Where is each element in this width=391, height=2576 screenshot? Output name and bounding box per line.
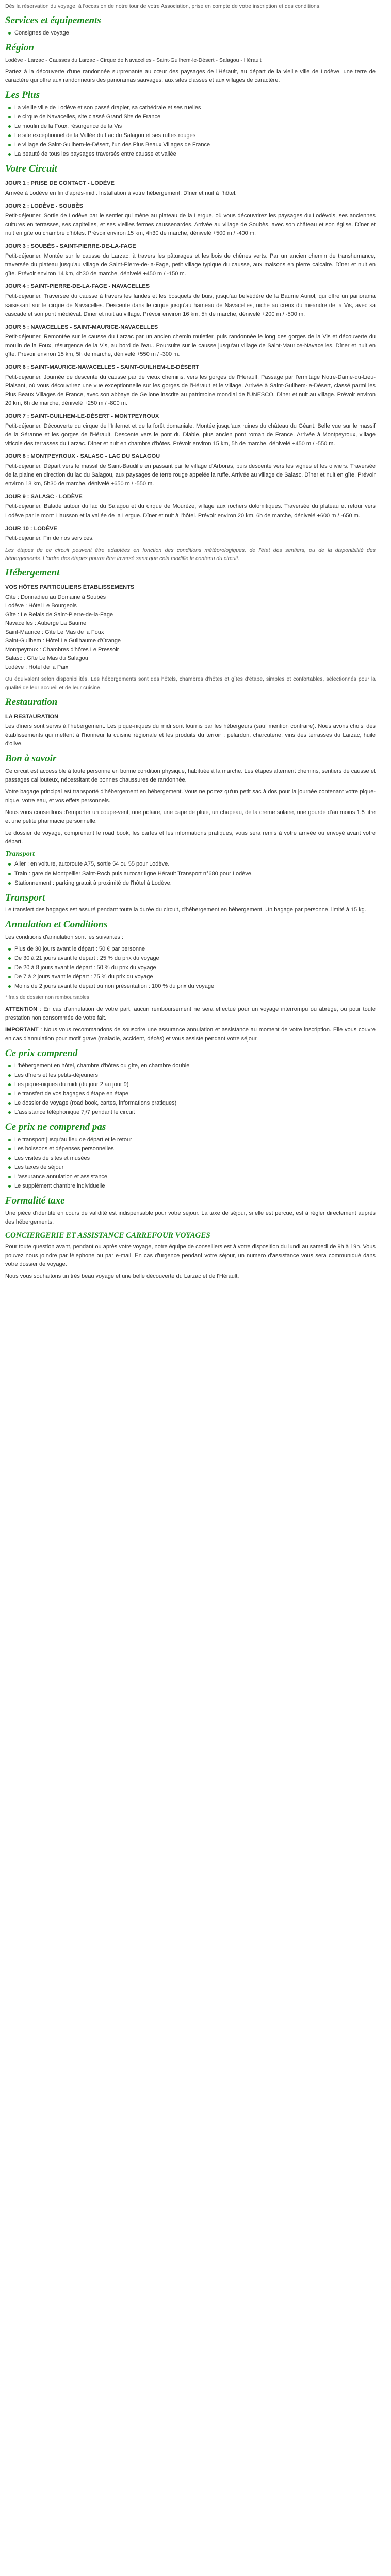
day-block bbox=[5, 493, 376, 520]
plus-list bbox=[5, 104, 376, 159]
comprend-list bbox=[5, 1062, 376, 1117]
list-item: Stationnement : parking gratuit à proximité de l'hôtel à Lodève. bbox=[14, 879, 376, 888]
bonasavoir-paragraph: Ce circuit est accessible à toute personne en bonne condition physique, habituée à la marche. Les étapes alternent chemins, sentiers de causse et passages caillouteux, nécessitant de bonnes chaussures de randonnée. bbox=[5, 768, 376, 783]
hotel-list bbox=[5, 593, 376, 672]
day-heading: JOUR 3 : SOUBÈS - SAINT-PIERRE-DE-LA-FAGE bbox=[5, 243, 136, 250]
list-item: Le supplément chambre individuelle bbox=[14, 1182, 376, 1191]
day-heading: JOUR 9 : SALASC - LODÈVE bbox=[5, 494, 83, 500]
list-item: Les boissons et dépenses personnelles bbox=[14, 1145, 376, 1154]
circuit-title: Votre Circuit bbox=[5, 163, 57, 175]
circuit-note: Les étapes de ce circuit peuvent être adaptées en fonction des conditions météorologiques, de l'état des sentiers, ou de la disponibilité des hébergements. L'ordre des étapes pourra être inversé sans que cela modifie le contenu du circuit. bbox=[5, 547, 376, 562]
list-item: Les pique-niques du midi (du jour 2 au jour 9) bbox=[14, 1080, 376, 1089]
list-item: Le site exceptionnel de la Vallée du Lac du Salagou et ses ruffes rouges bbox=[14, 131, 376, 140]
noncomprend-list bbox=[5, 1136, 376, 1191]
services-list bbox=[5, 29, 376, 38]
day-text: Petit-déjeuner. Balade autour du lac du Salagou et du cirque de Mourèze, village aux rochers dolomitiques. Traversée du plateau et retour vers Lodève par le mont Liausson et la vallée de la Lergue. Dîner et nuit à l'hôtel. Prévoir environ 20 km, 6h de marche, dénivelé +600 m / -650 m. bbox=[5, 503, 376, 519]
restauration-title: Restauration bbox=[5, 696, 58, 707]
list-item: Les visites de sites et musées bbox=[14, 1154, 376, 1163]
day-heading: JOUR 10 : LODÈVE bbox=[5, 525, 57, 532]
transport-title: Transport bbox=[5, 892, 45, 903]
bonasavoir-paragraph: Votre bagage principal est transporté d'hébergement en hébergement. Vous ne portez qu'un petit sac à dos pour la journée contenant votre pique-nique, votre eau, et vos effets personnels. bbox=[5, 788, 376, 804]
day-block bbox=[5, 179, 376, 198]
day-block bbox=[5, 452, 376, 488]
region-text: Partez à la découverte d'une randonnée surprenante au cœur des paysages de l'Hérault, au départ de la vieille ville de Lodève, une terre de caractère qui offre aux randonneurs des panoramas sauvages, aux sites classés et aux villages de caractère. bbox=[5, 69, 376, 84]
day-text: Petit-déjeuner. Découverte du cirque de l'Infernet et de la forêt domaniale. Montée jusqu'aux ruines du château du Géant. Belle vue sur le massif de la Séranne et les gorges de l'Hérault. Descente vers le pont du Diable, plus ancien pont roman de France. Arrivée à Montpeyroux, village viticole des terrasses du Larzac. Dîner et nuit en chambre d'hôtes. Prévoir environ 15 km, 5h de marche, dénivelé +450 m / -550 m. bbox=[5, 423, 376, 447]
formalites-title: Formalité taxe bbox=[5, 1195, 65, 1207]
day-heading: JOUR 8 : MONTPEYROUX - SALASC - LAC DU SALAGOU bbox=[5, 453, 160, 460]
list-item: Aller : en voiture, autoroute A75, sortie 54 ou 55 pour Lodève. bbox=[14, 860, 376, 869]
transport-text: Le transfert des bagages est assuré pendant toute la durée du circuit, d'hébergement en hébergement. Un bagage par personne, limité à 15 kg. bbox=[5, 907, 366, 913]
list-item: Les dîners et les petits-déjeuners bbox=[14, 1071, 376, 1080]
day-text: Petit-déjeuner. Sortie de Lodève par le sentier qui mène au plateau de la Lergue, où vous découvrirez les paysages du Lodévois, ses anciennes cultures en terrasses, ses capitelles, et ses vieilles fermes caussenardes. Arrivée au village de Soubès, avec son château et son église. Dîner et nuit en gîte ou chambre d'hôtes. Prévoir environ 15 km, 4h30 de marche, dénivelé +500 m / -400 m. bbox=[5, 213, 376, 237]
hebergement-note: Ou équivalent selon disponibilités. Les hébergements sont des hôtels, chambres d'hôtes et gîtes d'étape, simples et confortables, sélectionnés pour la qualité de leur accueil et de leur cuisine. bbox=[5, 676, 376, 691]
list-item: Consignes de voyage bbox=[14, 29, 376, 38]
day-text: Petit-déjeuner. Traversée du causse à travers les landes et les bosquets de buis, jusqu'au belvédère de la Baume Auriol, qui offre un panorama saisissant sur le cirque de Navacelles. Descente dans le cirque jusqu'au hameau de Navacelles, niché au creux du méandre de la Vis, avec sa cascade et son pont médiéval. Dîner et nuit au village. Prévoir environ 16 km, 5h de marche, dénivelé +200 m / -500 m. bbox=[5, 293, 376, 317]
day-block bbox=[5, 363, 376, 408]
hotel-item: Saint-Guilhem : Hôtel Le Guilhaume d'Orange bbox=[5, 638, 121, 645]
assurance-text: Nous vous recommandons de souscrire une assurance annulation et assistance au moment de votre inscription. Elle vous couvre en cas d'annulation pour motif grave (maladie, accident, décès) et vous assiste pendant votre séjour. bbox=[5, 1027, 376, 1042]
list-item: De 20 à 8 jours avant le départ : 50 % du prix du voyage bbox=[14, 963, 376, 972]
annulation-warn-title: ATTENTION bbox=[5, 1006, 38, 1012]
restauration-heading: LA RESTAURATION bbox=[5, 713, 59, 720]
day-heading: JOUR 7 : SAINT-GUILHEM-LE-DÉSERT - MONTPEYROUX bbox=[5, 413, 159, 420]
list-item: La beauté de tous les paysages traversés entre causse et vallée bbox=[14, 150, 376, 159]
list-item: Train : gare de Montpellier Saint-Roch puis autocar ligne Hérault Transport n°680 pour Lodève. bbox=[14, 870, 376, 878]
bonasavoir-transport-list bbox=[5, 860, 376, 887]
hebergement-heading: VOS HÔTES PARTICULIERS ÉTABLISSEMENTS bbox=[5, 584, 135, 590]
day-heading: JOUR 6 : SAINT-MAURICE-NAVACELLES - SAINT-GUILHEM-LE-DÉSERT bbox=[5, 364, 200, 370]
conseiller-text-2: Nous vous souhaitons un très beau voyage et une belle découverte du Larzac et de l'Hérault. bbox=[5, 1273, 239, 1279]
day-text: Petit-déjeuner. Montée sur le causse du Larzac, à travers les pâturages et les bois de chênes verts. Par un ancien chemin de transhumance, traversée du plateau jusqu'au village de Saint-Pierre-de-la-Fage, petit village typique du causse, aux maisons en pierre calcaire. Dîner et nuit en gîte. Prévoir environ 14 km, 4h30 de marche, dénivelé +450 m / -150 m. bbox=[5, 253, 376, 277]
region-title: Région bbox=[5, 42, 34, 54]
bonasavoir-paragraph: Nous vous conseillons d'emporter un coupe-vent, une polaire, une cape de pluie, un chapeau, de la crème solaire, une gourde d'au moins 1,5 litre et une petite pharmacie personnelle. bbox=[5, 809, 376, 824]
day-heading: JOUR 1 : PRISE DE CONTACT - LODÈVE bbox=[5, 180, 115, 187]
bonasavoir-transport-title: Transport bbox=[5, 850, 35, 858]
hebergement-title: Hébergement bbox=[5, 567, 60, 579]
annulation-note: * frais de dossier non remboursables bbox=[5, 995, 89, 1001]
annulation-warn-text: En cas d'annulation de votre part, aucun remboursement ne sera effectué pour un voyage interrompu ou abrégé, ou pour toute prestation non consommée de votre fait. bbox=[5, 1006, 376, 1021]
hotel-item: Lodève : Hôtel Le Bourgeois bbox=[5, 603, 77, 609]
day-text: Arrivée à Lodève en fin d'après-midi. Installation à votre hébergement. Dîner et nuit à l'hôtel. bbox=[5, 190, 237, 196]
list-item: L'hébergement en hôtel, chambre d'hôtes ou gîte, en chambre double bbox=[14, 1062, 376, 1071]
annulation-text: Les conditions d'annulation sont les suivantes : bbox=[5, 934, 123, 941]
list-item: L'assistance téléphonique 7j/7 pendant le circuit bbox=[14, 1108, 376, 1117]
conseiller-text: Pour toute question avant, pendant ou après votre voyage, notre équipe de conseillers est à votre disposition du lundi au samedi de 9h à 19h. Vous pouvez nous joindre par téléphone ou par e-mail. En cas d'urgence pendant votre séjour, un numéro d'assistance vous sera communiqué dans votre dossier de voyage. bbox=[5, 1243, 376, 1267]
day-block bbox=[5, 323, 376, 359]
services-title: Services et équipements bbox=[5, 15, 101, 26]
list-item: Le transfert de vos bagages d'étape en étape bbox=[14, 1090, 376, 1098]
hotel-item: Salasc : Gîte Le Mas du Salagou bbox=[5, 655, 88, 662]
annulation-list bbox=[5, 945, 376, 991]
day-block bbox=[5, 412, 376, 448]
circuit-days bbox=[5, 179, 376, 543]
hotel-item: Montpeyroux : Chambres d'hôtes Le Pressoir bbox=[5, 647, 119, 653]
formalites-text: Une pièce d'identité en cours de validité est indispensable pour votre séjour. La taxe de séjour, si elle est perçue, est à régler directement auprès des hébergements. bbox=[5, 1210, 376, 1225]
day-heading: JOUR 2 : LODÈVE - SOUBÈS bbox=[5, 203, 83, 210]
day-text: Petit-déjeuner. Remontée sur le causse du Larzac par un ancien chemin muletier, puis randonnée le long des gorges de la Vis et découverte du moulin de la Foux, résurgence de la Vis, au bord de l'eau. Poursuite sur le causse jusqu'au village de Saint-Maurice-Navacelles. Dîner et nuit en gîte. Prévoir environ 15 km, 5h de marche, dénivelé +550 m / -300 m. bbox=[5, 333, 376, 358]
intro-text: Dès la réservation du voyage, à l'occasion de notre tour de votre Association, prise en compte de votre inscription et des conditions. bbox=[5, 3, 321, 9]
plus-title: Les Plus bbox=[5, 90, 40, 101]
restauration-text: Les dîners sont servis à l'hébergement. Les pique-niques du midi sont fournis par les hébergeurs (sauf mention contraire). Nous avons choisi des établissements qui mettent à l'honneur la cuisine régionale et les produits du terroir : pélardon, charcuterie, vins des terrasses du Larzac, huile d'olive. bbox=[5, 723, 376, 747]
hotel-item: Gîte : Le Relais de Saint-Pierre-de-la-Fage bbox=[5, 612, 113, 618]
comprend-title: Ce prix comprend bbox=[5, 1048, 78, 1059]
day-block bbox=[5, 242, 376, 278]
bonasavoir-paragraph: Le dossier de voyage, comprenant le road book, les cartes et les informations pratiques, vous sera remis à votre arrivée ou envoyé avant votre départ. bbox=[5, 829, 376, 845]
list-item: Les taxes de séjour bbox=[14, 1163, 376, 1172]
list-item: De 30 à 21 jours avant le départ : 25 % du prix du voyage bbox=[14, 954, 376, 963]
day-text: Petit-déjeuner. Fin de nos services. bbox=[5, 535, 94, 541]
bonasavoir-title: Bon à savoir bbox=[5, 753, 57, 764]
region-line: Lodève - Larzac - Causses du Larzac - Cirque de Navacelles - Saint-Guilhem-le-Désert - Salagou - Hérault bbox=[5, 57, 262, 63]
day-block bbox=[5, 202, 376, 238]
list-item: Moins de 2 jours avant le départ ou non présentation : 100 % du prix du voyage bbox=[14, 982, 376, 991]
day-heading: JOUR 4 : SAINT-PIERRE-DE-LA-FAGE - NAVACELLES bbox=[5, 283, 150, 290]
hotel-item: Saint-Maurice : Gîte Le Mas de la Foux bbox=[5, 629, 104, 636]
day-text: Petit-déjeuner. Départ vers le massif de Saint-Baudille en passant par le village d'Arboras, puis descente vers les vignes et les oliviers. Traversée de la plaine en direction du lac du Salagou, aux paysages de terre rouge appelée la ruffe. Arrivée au village de Salasc. Dîner et nuit en gîte. Prévoir environ 18 km, 5h30 de marche, dénivelé +650 m / -550 m. bbox=[5, 463, 376, 487]
annulation-title: Annulation et Conditions bbox=[5, 919, 108, 930]
list-item: La vieille ville de Lodève et son passé drapier, sa cathédrale et ses ruelles bbox=[14, 104, 376, 112]
assurance-title: IMPORTANT bbox=[5, 1027, 39, 1033]
list-item: Plus de 30 jours avant le départ : 50 € par personne bbox=[14, 945, 376, 954]
page-root: Dès la réservation du voyage, à l'occasion de notre tour de votre Association, prise en compte de votre inscription et des conditions. Services et équipements Consignes de voyage Région Lodève - Larzac - Causses du Larzac - Cirque de Navacelles - Saint-Guilhem-le-Désert - Salagou - Hérault Partez à la découverte d'une randonnée surprenante au cœur des paysages de l'Hérault, au départ de la vieille ville de Lodève, une terre de caractère qui offre aux randonneurs des panoramas sauvages, aux sites classés et aux villages de caractère. Les Plus La vieille ville de Lodève et son passé drapier, sa cathédrale et ses ruelles Le cirque de Navacelles, site classé Grand Site de France Le moulin de la Foux, résurgence de la Vis Le site exceptionnel de la Vallée du Lac du Salagou et ses ruffes rouges Le village de Saint-Guilhem-le-Désert, l'un des Plus Beaux Villages de France La beauté de tous les paysages traversés entre causse et vallée Votre Circuit JOUR 1 : PRISE DE CONTACT - LODÈVE Arrivée à Lodève en fin d'après-midi. Installation à votre hébergement. Dîner et nuit à l'hôtel. JOUR 2 : LODÈVE - SOUBÈS Petit-déjeuner. Sortie de Lodève par le sentier qui mène au plateau de la Lergue, où vous découvrirez les paysages du Lodévois, ses anciennes cultures en terrasses, ses capitelles, et ses vieilles fermes caussenardes. Arrivée au village de Soubès, avec son château et son église. Dîner et nuit en gîte ou chambre d'hôtes. Prévoir environ 15 km, 4h30 de marche, dénivelé +500 m / -400 m. JOUR 3 : SOUBÈS - SAINT-PIERRE-DE-LA-FAGE Petit-déjeuner. Montée sur le causse du Larzac, à travers les pâturages et les bois de chênes verts. Par un ancien chemin de transhumance, traversée du plateau jusqu'au village de Saint-Pierre-de-la-Fage, petit village typique du causse, aux maisons en pierre calcaire. Dîner et nuit en gîte. Prévoir environ 14 km, 4h30 de marche, dénivelé +450 m / -150 m. JOUR 4 : SAINT-PIERRE-DE-LA-FAGE - NAVACELLES Petit-déjeuner. Traversée du causse à travers les landes et les bosquets de buis, jusqu'au belvédère de la Baume Auriol, qui offre un panorama saisissant sur le cirque de Navacelles. Descente dans le cirque jusqu'au hameau de Navacelles, niché au creux du méandre de la Vis, avec sa cascade et son pont médiéval. Dîner et nuit au village. Prévoir environ 16 km, 5h de marche, dénivelé +200 m / -500 m. JOUR 5 : NAVACELLES - SAINT-MAURICE-NAVACELLES Petit-déjeuner. Remontée sur le causse du Larzac par un ancien chemin muletier, puis randonnée le long des gorges de la Vis et découverte du moulin de la Foux, résurgence de la Vis, au bord de l'eau. Poursuite sur le causse jusqu'au village de Saint-Maurice-Navacelles. Dîner et nuit en gîte. Prévoir environ 15 km, 5h de marche, dénivelé +550 m / -300 m. JOUR 6 : SAINT-MAURICE-NAVACELLES - SAINT-GUILHEM-LE-DÉSERT Petit-déjeuner. Journée de descente du causse par de vieux chemins, vers les gorges de l'Hérault. Passage par l'ermitage Notre-Dame-du-Lieu-Plaisant, où vous découvrirez une vue exceptionnelle sur les gorges de l'Hérault et le village. Arrivée à Saint-Guilhem-le-Désert, classé parmi les Plus Beaux Villages de France, avec son abbaye de Gellone inscrite au patrimoine mondial de l'UNESCO. Dîner et nuit au village. Prévoir environ 20 km, 6h de marche, dénivelé +250 m / -800 m. JOUR 7 : SAINT-GUILHEM-LE-DÉSERT - MONTPEYROUX Petit-déjeuner. Découverte du cirque de l'Infernet et de la forêt domaniale. Montée jusqu'aux ruines du château du Géant. Belle vue sur le massif de la Séranne et les gorges de l'Hérault. Descente vers le pont du Diable, plus ancien pont roman de France. Arrivée à Montpeyroux, village viticole des terrasses du Larzac. Dîner et nuit en chambre d'hôtes. Prévoir environ 15 km, 5h de marche, dénivelé +450 m / -550 m. JOUR 8 : MONTPEYROUX - SALASC - LAC DU SALAGOU Petit-déjeuner. Départ vers le massif de Saint-Baudille en passant par le village d'Arboras, puis descente vers les vignes et les oliviers. Traversée de la plaine en direction du lac du Salagou, aux paysages de terre rouge appelée la ruffe. Arrivée au village de Salasc. Dîner et nuit en gîte. Prévoir environ 18 km, 5h30 de marche, dénivelé +650 m / -550 m. JOUR 9 : SALASC - LODÈVE Petit-déjeuner. Balade autour du lac du Salagou et du cirque de Mourèze, village aux rochers dolomitiques. Traversée du plateau et retour vers Lodève par le mont Liausson et la vallée de la Lergue. Dîner et nuit à l'hôtel. Prévoir environ 20 km, 6h de marche, dénivelé +600 m / -650 m. JOUR 10 : LODÈVE Petit-déjeuner. Fin de nos services. Les étapes de ce circuit peuvent être adaptées en fonction des conditions météorologiques, de l'état des sentiers, ou de la disponibilité des hébergements. L'ordre des étapes pourra être inversé sans que cela modifie le contenu du circuit. Hébergement VOS HÔTES PARTICULIERS ÉTABLISSEMENTS Gîte : Donnadieu au Domaine à Soubès Lodève : Hôtel Le Bourgeois Gîte : Le Relais de Saint-Pierre-de-la-Fage Navacelles : Auberge La Baume Saint-Maurice : Gîte Le Mas de la Foux Saint-Guilhem : Hôtel Le Guilhaume d'Orange Montpeyroux : Chambres d'hôtes Le Pressoir Salasc : Gîte Le Mas du Salagou Lodève : Hôtel de la Paix Ou équivalent selon disponibilités. Les hébergements sont des hôtels, chambres d'hôtes et gîtes d'étape, simples et confortables, sélectionnés pour la qualité de leur accueil et de leur cuisine. Restauration LA RESTAURATION Les dîners sont servis à l'hébergement. Les pique-niques du midi sont fournis par les hébergeurs (sauf mention contraire). Nous avons choisi des établissements qui mettent à l'honneur la cuisine régionale et les produits du terroir : pélardon, charcuterie, vins des terrasses du Larzac, huile d'olive. Bon à savoir Ce circuit est accessible à toute personne en bonne condition physique, habituée à la marche. Les étapes alternent chemins, sentiers de causse et passages caillouteux, nécessitant de bonnes chaussures de randonnée. Votre bagage principal est transporté d'hébergement en hébergement. Vous ne portez qu'un petit sac à dos pour la journée contenant votre pique-nique, votre eau, et vos effets personnels. Nous vous conseillons d'emporter un coupe-vent, une polaire, une cape de pluie, un chapeau, de la crème solaire, une gourde d'au moins 1,5 litre et une petite pharmacie personnelle. Le dossier de voyage, comprenant le road book, les cartes et les informations pratiques, vous sera remis à votre arrivée ou envoyé avant votre départ. Transport Aller : en voiture, autoroute A75, sortie 54 ou 55 pour Lodève. Train : gare de Montpellier Saint-Roch puis autocar ligne Hérault Transport n°680 pour Lodève. Stationnement : parking gratuit à proximité de l'hôtel à Lodève. Transport Le transfert des bagages est assuré pendant toute la durée du circuit, d'hébergement en hébergement. Un bagage par personne, limité à 15 kg. Annulation et Conditions Les conditions d'annulation sont les suivantes : Plus de 30 jours avant le départ : 50 € par personne De 30 à 21 jours avant le départ : 25 % du prix du voyage De 20 à 8 jours avant le départ : 50 % du prix du voyage De 7 à 2 jours avant le départ : 75 % du prix du voyage Moins de 2 jours avant le départ ou non présentation : 100 % du prix du voyage * frais de dossier non remboursables ATTENTION : En cas d'annulation de votre part, aucun remboursement ne sera effectué pour un voyage interrompu ou abrégé, ou pour toute prestation non consommée de votre fait. IMPORTANT : Nous vous recommandons de souscrire une assurance annulation et assistance au moment de votre inscription. Elle vous couvre en cas d'annulation pour motif grave (maladie, accident, décès) et vous assiste pendant votre séjour. Ce prix comprend L'hébergement en hôtel, chambre d'hôtes ou gîte, en chambre double Les dîners et les petits-déjeuners Les pique-niques du midi (du jour 2 au jour 9) Le transfert de vos bagages d'étape en étape Le dossier de voyage (road book, cartes, informations pratiques) L'assistance téléphonique 7j/7 pendant le circuit Ce prix ne comprend pas Le transport jusqu'au lieu de départ et le retour Les boissons et dépenses personnelles Les visites de sites et musées Les taxes de séjour L'assurance annulation et assistance Le supplément chambre individuelle Formalité taxe Une pièce d'identité en cours de validité est indispensable pour votre séjour. La taxe de séjour, si elle est perçue, est à régler directement auprès des hébergements. CONCIERGERIE ET ASSISTANCE CARREFOUR VOYAGES Pour toute question avant, pendant ou après votre voyage, notre équipe de conseillers est à votre disposition du lundi au samedi de 9h à 19h. Vous pouvez nous joindre par téléphone ou par e-mail. En cas d'urgence pendant votre séjour, un numéro d'assistance vous sera communiqué dans votre dossier de voyage. Nous vous souhaitons un très beau voyage et une belle découverte du Larzac et de l'Hérault. bbox=[0, 0, 381, 1294]
list-item: Le dossier de voyage (road book, cartes, informations pratiques) bbox=[14, 1099, 376, 1108]
list-item: Le moulin de la Foux, résurgence de la Vis bbox=[14, 122, 376, 131]
list-item: Le cirque de Navacelles, site classé Grand Site de France bbox=[14, 113, 376, 122]
conseiller-title: CONCIERGERIE ET ASSISTANCE CARREFOUR VOYAGES bbox=[5, 1231, 210, 1240]
list-item: Le village de Saint-Guilhem-le-Désert, l'un des Plus Beaux Villages de France bbox=[14, 141, 376, 149]
day-block bbox=[5, 524, 376, 543]
hotel-item: Lodève : Hôtel de la Paix bbox=[5, 664, 69, 671]
list-item: De 7 à 2 jours avant le départ : 75 % du prix du voyage bbox=[14, 973, 376, 981]
hotel-item: Navacelles : Auberge La Baume bbox=[5, 620, 87, 627]
day-text: Petit-déjeuner. Journée de descente du causse par de vieux chemins, vers les gorges de l'Hérault. Passage par l'ermitage Notre-Dame-du-Lieu-Plaisant, où vous découvrirez une vue exceptionnelle sur les gorges de l'Hérault et le village. Arrivée à Saint-Guilhem-le-Désert, classé parmi les Plus Beaux Villages de France, avec son abbaye de Gellone inscrite au patrimoine mondial de l'UNESCO. Dîner et nuit au village. Prévoir environ 20 km, 6h de marche, dénivelé +250 m / -800 m. bbox=[5, 374, 376, 406]
noncomprend-title: Ce prix ne comprend pas bbox=[5, 1122, 106, 1133]
day-heading: JOUR 5 : NAVACELLES - SAINT-MAURICE-NAVACELLES bbox=[5, 324, 158, 330]
day-block bbox=[5, 282, 376, 318]
hotel-item: Gîte : Donnadieu au Domaine à Soubès bbox=[5, 594, 106, 600]
list-item: Le transport jusqu'au lieu de départ et le retour bbox=[14, 1136, 376, 1144]
list-item: L'assurance annulation et assistance bbox=[14, 1173, 376, 1181]
